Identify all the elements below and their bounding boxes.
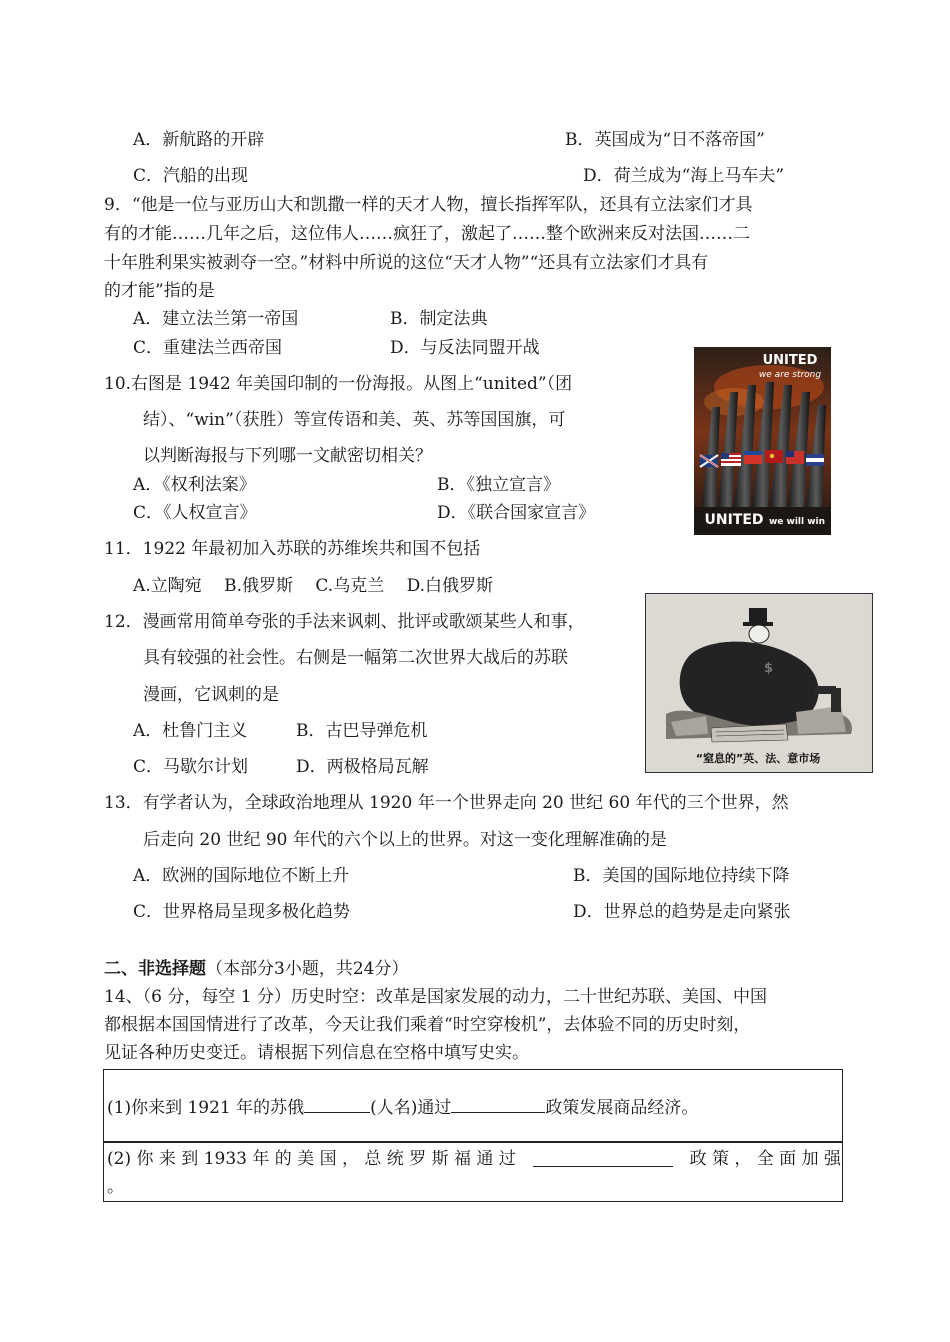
q12-option-c: C．马歇尔计划 [133,757,249,777]
q12-stem-line1: 12．漫画常用简单夸张的手法来讽刺、批评或歌颂某些人和事， [104,612,585,632]
q14-row1-text-c: 政策发展商品经济。 [545,1098,699,1118]
q9-option-b: B．制定法典 [390,309,488,329]
q14-stem-line1: 14、（6 分，每空 1 分）历史时空：改革是国家发展的动力，二十世纪苏联、美国、中国 [104,987,767,1007]
q14-stem-line3: 见证各种历史变迁。请根据下列信息在空格中填写史实。 [104,1043,529,1063]
q14-stem-line2: 都根据本国国情进行了改革，今天让我们乘着“时空穿梭机”，去体验不同的历史时刻， [104,1015,751,1035]
q10-stem-line3: 以判断海报与下列哪一文献密切相关？ [143,446,432,466]
q10-option-b: B．《独立宣言》 [437,475,560,495]
q14-row2-text-b: 政 策 ， 全 面 加 强 [689,1149,841,1169]
q11-options: A.立陶宛 B.俄罗斯 C.乌克兰 D.白俄罗斯 [133,576,494,596]
table-divider [103,1141,843,1143]
q11-stem: 11．1922 年最初加入苏联的苏维埃共和国不包括 [104,539,481,559]
section2-note: （本部分3小题，共24分） [206,959,409,979]
q10-stem-line1: 10.右图是 1942 年美国印制的一份海报。从图上“united”（团 [104,374,573,394]
q13-stem-line2: 后走向 20 世纪 90 年代的六个以上的世界。对这一变化理解准确的是 [143,830,667,850]
q10-option-a: A．《权利法案》 [133,475,256,495]
q12-option-a: A．杜鲁门主义 [133,721,248,741]
q12-option-d: D．两极格局瓦解 [296,757,429,777]
q9-option-a: A．建立法兰第一帝国 [133,309,299,329]
q8-option-c: C．汽船的出现 [133,166,249,186]
q14-blank-new-deal[interactable] [533,1148,673,1167]
q9-option-c: C．重建法兰西帝国 [133,338,283,358]
q9-option-d: D．与反法同盟开战 [390,338,540,358]
q14-row2-line2: 。 [107,1177,124,1197]
q8-option-b: B．英国成为“日不落帝国” [565,130,765,150]
q12-stem-line2: 具有较强的社会性。右侧是一幅第二次世界大战后的苏联 [143,648,568,668]
q8-option-d: D．荷兰成为“海上马车夫” [583,166,785,186]
q10-option-c: C．《人权宣言》 [133,503,257,523]
q10-stem-line2: 结）、“win”（获胜）等宣传语和美、英、苏等国国旗，可 [143,410,566,430]
q10-option-d: D．《联合国家宣言》 [437,503,596,523]
q14-blank-person[interactable] [304,1096,370,1113]
cartoon-caption: “窒息的”英、法、意市场 [695,752,821,765]
q9-stem-line3: 十年胜利果实被剥夺一空。”材料中所说的这位“天才人物”“还具有立法家们才具有 [104,253,709,273]
q14-row2 [107,1148,841,1170]
q9-stem-line1: 9．“他是一位与亚历山大和凯撒一样的天才人物，擅长指挥军队，还具有立法家们才具 [104,195,753,215]
q14-blank-policy[interactable] [451,1096,545,1113]
q13-stem-line1: 13．有学者认为，全球政治地理从 1920 年一个世界走向 20 世纪 60 年代的三个世界，然 [104,793,789,813]
q9-stem-line4: 的才能”指的是 [104,281,215,301]
q8-option-a: A．新航路的开辟 [133,130,265,150]
q13-option-c: C．世界格局呈现多极化趋势 [133,902,351,922]
q13-option-a: A．欧洲的国际地位不断上升 [133,866,350,886]
poster-sub-text: we are strong [758,370,822,380]
section2-title: 二、非选择题 [104,959,206,979]
q12-stem-line3: 漫画，它讽刺的是 [143,685,279,705]
q14-row2-text-a: (2) 你 来 到 1933 年 的 美 国 ， 总 统 罗 斯 福 通 过 [107,1149,516,1169]
q14-row1-text-b: (人名)通过 [370,1098,452,1118]
q14-answer-table [103,1069,843,1202]
soviet-cartoon-image [645,593,873,773]
poster-top-text: UNITED [762,353,818,368]
cartoon-dollar-mark: $ [764,661,774,676]
poster-bottom-sub: we will win [768,517,826,527]
q13-option-b: B．美国的国际地位持续下降 [573,866,790,886]
united-poster-image [694,347,831,535]
q12-option-b: B．古巴导弹危机 [296,721,428,741]
section2-heading [104,958,408,980]
q14-row1 [107,1096,698,1119]
q13-option-d: D．世界总的趋势是走向紧张 [573,902,791,922]
q14-row1-text-a: (1)你来到 1921 年的苏俄 [107,1098,305,1118]
q9-stem-line2: 有的才能……几年之后，这位伟人……疯狂了，激起了……整个欧洲来反对法国……二 [104,224,750,244]
poster-bottom-text: UNITED [704,512,764,528]
